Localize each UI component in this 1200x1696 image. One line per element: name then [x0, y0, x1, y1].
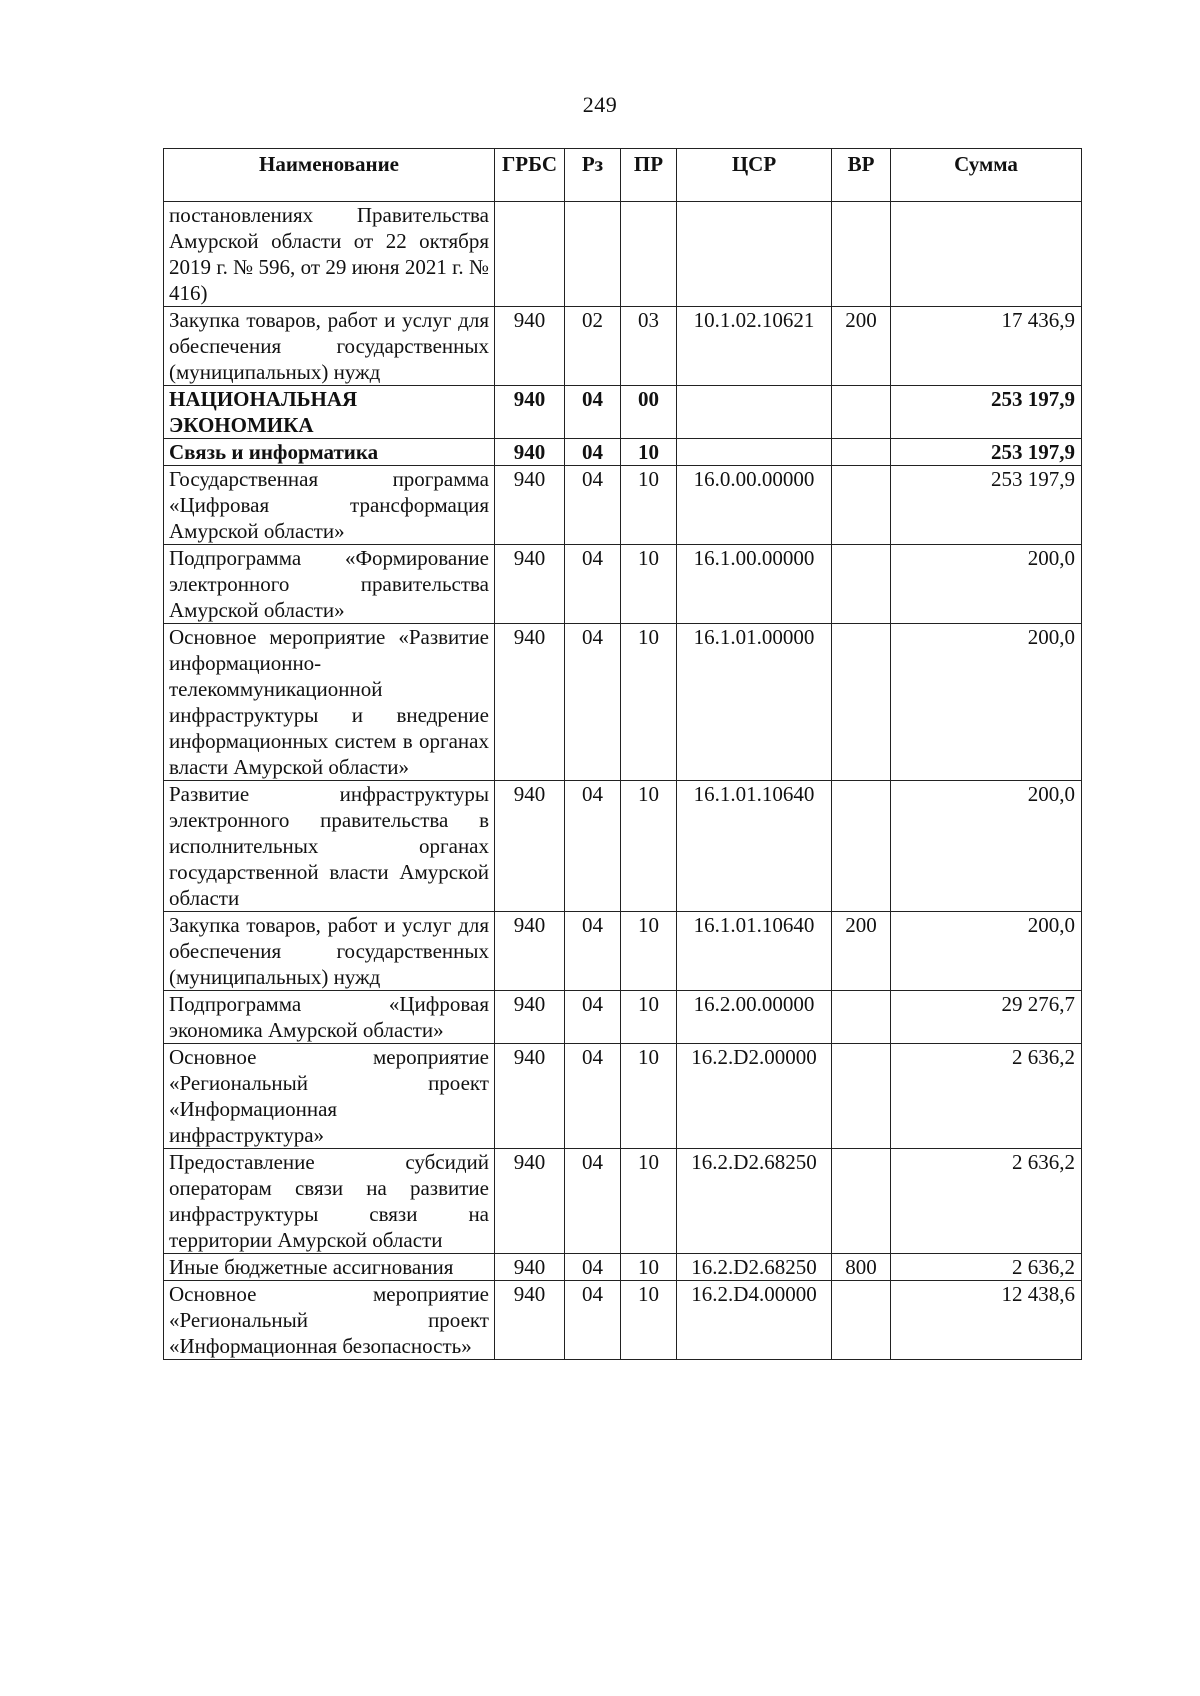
cell-grbs: 940: [495, 439, 565, 466]
cell-sum: 253 197,9: [891, 439, 1082, 466]
cell-grbs: 940: [495, 991, 565, 1044]
cell-pr: 10: [621, 545, 677, 624]
cell-pr: 10: [621, 466, 677, 545]
cell-rz: 04: [565, 1281, 621, 1360]
header-grbs: ГРБС: [495, 149, 565, 202]
header-name: Наименование: [164, 149, 495, 202]
cell-name: Закупка товаров, работ и услуг для обеспечения государственных (муниципальных) нужд: [164, 912, 495, 991]
table-row: [164, 912, 1082, 991]
header-csr: ЦСР: [677, 149, 832, 202]
cell-rz: 04: [565, 466, 621, 545]
table-body: [164, 202, 1082, 1360]
cell-vr: [832, 439, 891, 466]
cell-grbs: 940: [495, 912, 565, 991]
cell-csr: 16.1.01.10640: [677, 912, 832, 991]
cell-vr: [832, 1149, 891, 1254]
cell-vr: [832, 1281, 891, 1360]
table-row: [164, 991, 1082, 1044]
cell-name: Подпрограмма «Формирование электронного правительства Амурской области»: [164, 545, 495, 624]
cell-csr: 16.2.D2.00000: [677, 1044, 832, 1149]
cell-pr: 10: [621, 624, 677, 781]
cell-rz: 04: [565, 386, 621, 439]
cell-rz: 04: [565, 1044, 621, 1149]
cell-pr: 10: [621, 781, 677, 912]
cell-grbs: 940: [495, 781, 565, 912]
cell-sum: 2 636,2: [891, 1044, 1082, 1149]
cell-name: постановлениях Правительства Амурской области от 22 октября 2019 г. № 596, от 29 июня 2021 г. № 416): [164, 202, 495, 307]
cell-name: Государственная программа «Цифровая трансформация Амурской области»: [164, 466, 495, 545]
cell-csr: 16.2.D2.68250: [677, 1149, 832, 1254]
cell-name: Основное мероприятие «Региональный проект «Информационная безопасность»: [164, 1281, 495, 1360]
cell-grbs: [495, 202, 565, 307]
table-row: [164, 1281, 1082, 1360]
cell-name: Закупка товаров, работ и услуг для обеспечения государственных (муниципальных) нужд: [164, 307, 495, 386]
cell-sum: 253 197,9: [891, 466, 1082, 545]
cell-vr: [832, 991, 891, 1044]
cell-rz: 04: [565, 781, 621, 912]
header-pr: ПР: [621, 149, 677, 202]
cell-rz: 04: [565, 1149, 621, 1254]
cell-vr: [832, 202, 891, 307]
header-sum: Сумма: [891, 149, 1082, 202]
cell-sum: [891, 202, 1082, 307]
cell-csr: [677, 202, 832, 307]
cell-vr: [832, 386, 891, 439]
cell-csr: 16.2.00.00000: [677, 991, 832, 1044]
cell-rz: 04: [565, 624, 621, 781]
cell-csr: 16.1.01.00000: [677, 624, 832, 781]
table-row: [164, 1254, 1082, 1281]
header-rz: Рз: [565, 149, 621, 202]
cell-rz: 04: [565, 991, 621, 1044]
cell-csr: [677, 386, 832, 439]
cell-vr: [832, 624, 891, 781]
cell-rz: 04: [565, 912, 621, 991]
cell-pr: [621, 202, 677, 307]
table-row: [164, 202, 1082, 307]
cell-rz: 04: [565, 439, 621, 466]
cell-sum: 200,0: [891, 912, 1082, 991]
cell-rz: 04: [565, 545, 621, 624]
cell-grbs: 940: [495, 307, 565, 386]
cell-sum: 2 636,2: [891, 1149, 1082, 1254]
budget-table: [163, 148, 1082, 1360]
cell-grbs: 940: [495, 1281, 565, 1360]
cell-grbs: 940: [495, 624, 565, 781]
page-number: 249: [582, 92, 618, 117]
cell-name: Подпрограмма «Цифровая экономика Амурской области»: [164, 991, 495, 1044]
cell-vr: [832, 1044, 891, 1149]
cell-pr: 10: [621, 1044, 677, 1149]
cell-csr: 16.2.D2.68250: [677, 1254, 832, 1281]
header-row: [164, 149, 1082, 202]
cell-pr: 10: [621, 991, 677, 1044]
cell-sum: 200,0: [891, 545, 1082, 624]
cell-sum: 253 197,9: [891, 386, 1082, 439]
cell-rz: 04: [565, 1254, 621, 1281]
cell-name: НАЦИОНАЛЬНАЯ ЭКОНОМИКА: [164, 386, 495, 439]
cell-grbs: 940: [495, 386, 565, 439]
table-row: [164, 1044, 1082, 1149]
cell-name: Развитие инфраструктуры электронного правительства в исполнительных органах государственной власти Амурской области: [164, 781, 495, 912]
cell-vr: [832, 466, 891, 545]
cell-vr: 200: [832, 912, 891, 991]
cell-name: Основное мероприятие «Региональный проект «Информационная инфраструктура»: [164, 1044, 495, 1149]
cell-vr: 800: [832, 1254, 891, 1281]
table-row: [164, 386, 1082, 439]
cell-name: Связь и информатика: [164, 439, 495, 466]
cell-sum: 2 636,2: [891, 1254, 1082, 1281]
cell-sum: 200,0: [891, 781, 1082, 912]
cell-pr: 10: [621, 1149, 677, 1254]
table-row: [164, 545, 1082, 624]
cell-vr: [832, 545, 891, 624]
cell-vr: 200: [832, 307, 891, 386]
table-header: [164, 149, 1082, 202]
cell-csr: 16.2.D4.00000: [677, 1281, 832, 1360]
table-row: [164, 624, 1082, 781]
cell-sum: 200,0: [891, 624, 1082, 781]
cell-pr: 10: [621, 1281, 677, 1360]
table-row: [164, 307, 1082, 386]
cell-grbs: 940: [495, 466, 565, 545]
cell-rz: [565, 202, 621, 307]
cell-csr: 16.0.00.00000: [677, 466, 832, 545]
cell-pr: 00: [621, 386, 677, 439]
cell-csr: 16.1.01.10640: [677, 781, 832, 912]
cell-grbs: 940: [495, 1254, 565, 1281]
cell-grbs: 940: [495, 1149, 565, 1254]
cell-rz: 02: [565, 307, 621, 386]
cell-sum: 29 276,7: [891, 991, 1082, 1044]
cell-sum: 17 436,9: [891, 307, 1082, 386]
cell-sum: 12 438,6: [891, 1281, 1082, 1360]
table-row: [164, 1149, 1082, 1254]
cell-vr: [832, 781, 891, 912]
cell-pr: 03: [621, 307, 677, 386]
cell-name: Иные бюджетные ассигнования: [164, 1254, 495, 1281]
table-row: [164, 439, 1082, 466]
cell-pr: 10: [621, 1254, 677, 1281]
table-row: [164, 466, 1082, 545]
cell-csr: [677, 439, 832, 466]
cell-name: Предоставление субсидий операторам связи на развитие инфраструктуры связи на территории Амурской области: [164, 1149, 495, 1254]
cell-csr: 16.1.00.00000: [677, 545, 832, 624]
cell-name: Основное мероприятие «Развитие информационно-телекоммуникационной инфраструктуры и внедрение информационных систем в органах власти Амурской области»: [164, 624, 495, 781]
header-vr: ВР: [832, 149, 891, 202]
cell-grbs: 940: [495, 545, 565, 624]
cell-csr: 10.1.02.10621: [677, 307, 832, 386]
cell-pr: 10: [621, 439, 677, 466]
cell-pr: 10: [621, 912, 677, 991]
table-row: [164, 781, 1082, 912]
cell-grbs: 940: [495, 1044, 565, 1149]
